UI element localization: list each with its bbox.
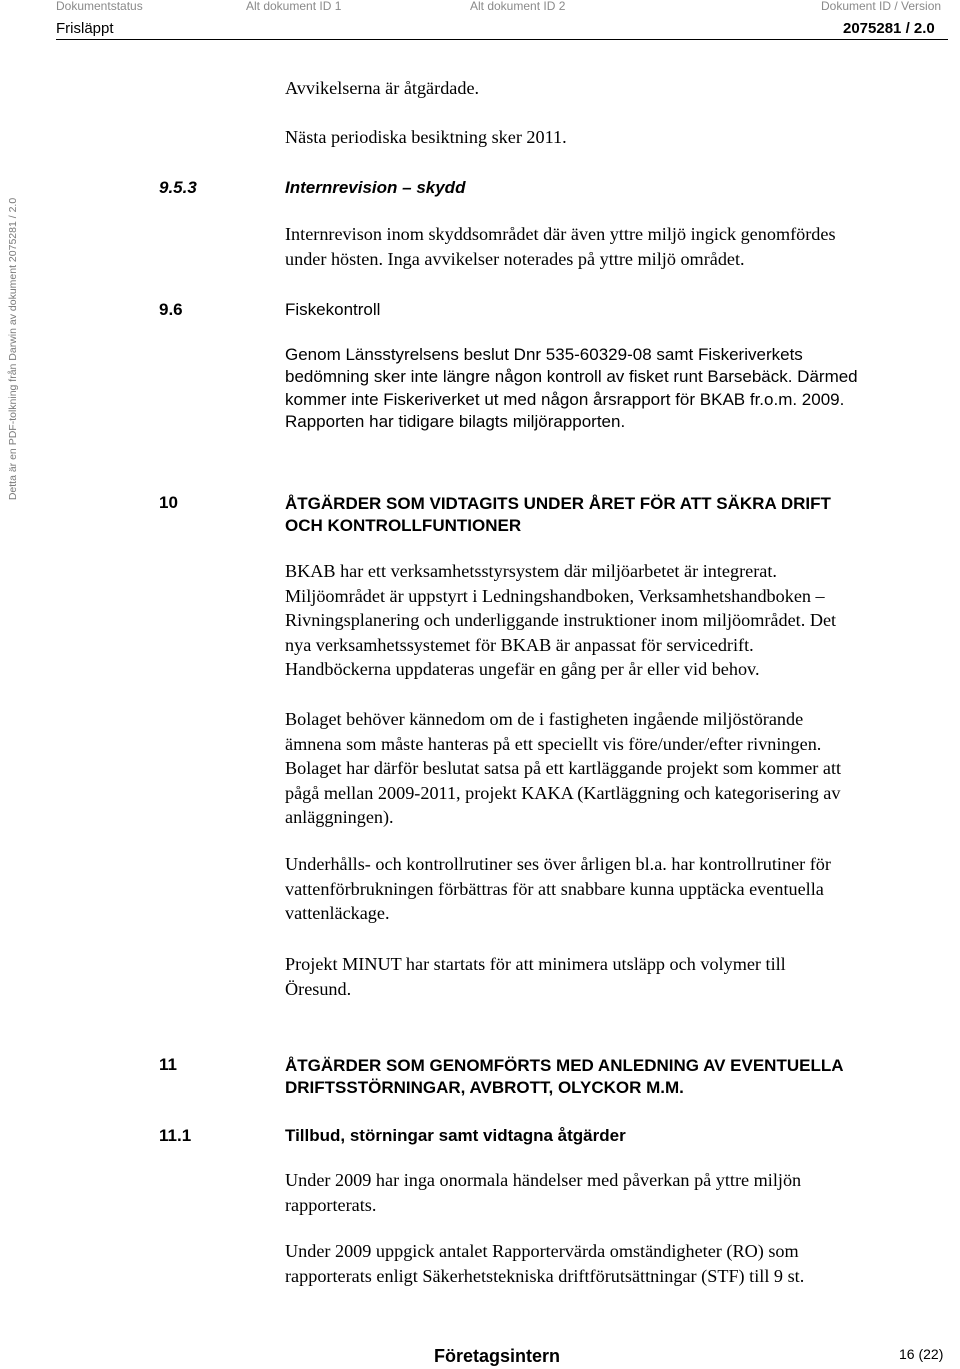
section-11-title [285,1055,844,1099]
header-label-alt-id-2: Alt dokument ID 2 [470,0,566,13]
paragraph-fiskekontroll [285,344,950,434]
title-line: OCH KONTROLLFUNTIONER [285,516,522,535]
section-9-6-number: 9.6 [159,300,183,319]
line: Underhålls- och kontrollrutiner ses över årligen bl.a. har kontrollrutiner för [285,854,831,874]
line: BKAB har ett verksamhetsstyrsystem där miljöarbetet är integrerat. [285,561,777,581]
paragraph-kartlaggning [285,707,950,830]
paragraph-onormala-handelser [285,1168,950,1217]
line: rapporterats enligt Säkerhetstekniska driftförutsättningar (STF) till 9 st. [285,1265,805,1286]
line: Öresund. [285,978,352,999]
line: Nästa periodiska besiktning sker 2011. [285,127,567,147]
header-label-status: Dokumentstatus [56,0,143,13]
section-11-1-number: 11.1 [159,1126,192,1145]
line: vattenförbrukningen förbättras för att snabbare kunna upptäcka eventuella [285,878,824,899]
line: pågå mellan 2009-2011, projekt KAKA (Kartläggning och kategorisering av [285,782,841,803]
paragraph-nasta [285,125,950,150]
section-11-number: 11 [159,1055,177,1074]
header-label-doc-id: Dokument ID / Version [821,0,942,13]
header-label-alt-id-1: Alt dokument ID 1 [246,0,342,13]
section-10-number: 10 [159,493,178,512]
paragraph-rapportervarda [285,1239,950,1288]
section-9-5-3-number: 9.5.3 [159,178,197,197]
line: Avvikelserna är åtgärdade. [285,78,480,98]
section-9-6-title: Fiskekontroll [285,300,381,319]
side-note-text: Detta är en PDF-tolkning från Darwin av dokument 2075281 / 2.0 [7,197,19,501]
line: anläggningen). [285,807,394,828]
line: Under 2009 uppgick antalet Rapportervärda omständigheter (RO) som [285,1241,799,1261]
line: Bolaget har därför beslutat satsa på ett kartläggande projekt som kommer att [285,758,842,779]
line: Handböckerna uppdateras ungefär en gång per år eller vid behov. [285,659,760,680]
line: Under 2009 har inga onormala händelser med påverkan på yttre miljön [285,1170,802,1190]
footer-classification: Företagsintern [434,1346,561,1366]
line: Genom Länsstyrelsens beslut Dnr 535-60329-08 samt Fiskeriverkets [285,345,803,364]
line: Bolaget behöver kännedom om de i fastigheten ingående miljöstörande [285,709,804,729]
line: vattenläckage. [285,903,390,924]
line: under hösten. Inga avvikelser noterades på yttre miljö området. [285,248,745,269]
title-line: ÅTGÄRDER SOM GENOMFÖRTS MED ANLEDNING AV EVENTUELLA [285,1056,844,1075]
line: Projekt MINUT har startats för att minimera utsläpp och volymer till [285,954,786,974]
title-line: ÅTGÄRDER SOM VIDTAGITS UNDER ÅRET FÖR ATT SÄKRA DRIFT [285,494,831,513]
line: nya verksamhetssystemet för BKAB är anpassat för servicedrift. [285,634,754,655]
line: ämnena som måste hanteras på ett speciellt vis före/under/efter rivningen. [285,733,822,754]
paragraph-avvikelser [285,76,950,101]
header-status: Frisläppt [56,20,114,37]
line: Miljöområdet är uppstyrt i Ledningshandboken, Verksamhetshandboken – [285,585,825,606]
paragraph-verksamhetsstyrsystem [285,559,950,682]
paragraph-underhall [285,852,950,926]
line: Rapporten har tidigare bilagts miljörapporten. [285,412,626,432]
paragraph-minut [285,952,950,1001]
section-9-5-3-title: Internrevision – skydd [285,178,466,197]
section-11-1-title: Tillbud, störningar samt vidtagna åtgärder [285,1126,626,1145]
line: kommer inte Fiskeriverket ut med någon årsrapport för BKAB fr.o.m. 2009. [285,389,845,409]
line: bedömning sker inte längre någon kontroll av fisket runt Barsebäck. Därmed [285,367,858,387]
footer-page-number: 16 (22) [899,1346,944,1362]
title-line: DRIFTSSTÖRNINGAR, AVBROTT, OLYCKOR M.M. [285,1078,684,1097]
header-labels [0,0,960,13]
header-doc-version: 2075281 / 2.0 [843,20,935,37]
header-rule [56,39,948,40]
section-10-title [285,493,831,537]
line: Rivningsplanering och underliggande instruktioner inom miljöområdet. Det [285,610,837,631]
line: rapporterats. [285,1194,377,1215]
paragraph-internrevision [285,222,950,271]
line: Internrevison inom skyddsområdet där även yttre miljö ingick genomfördes [285,224,836,244]
